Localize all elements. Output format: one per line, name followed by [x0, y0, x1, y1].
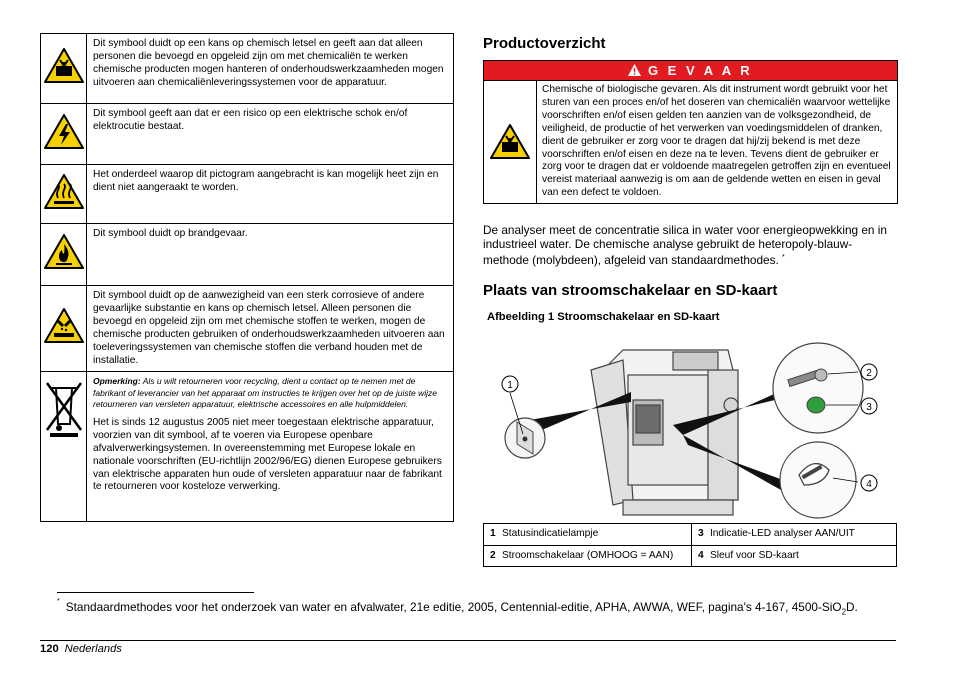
- symbol-description: Dit symbool duidt op de aanwezigheid van een sterk corrosieve of andere gevaarlijke substantie en kans op chemisch letsel. Alleen personen die bevoegd en opgeleid zijn om met chemische stoffen te werken, mogen de chemische producten gebruiken of onderhoudswerkzaamheden uitvoeren aan toeleveringssystemen van chemische stoffen die verband houden met de installatie.: [87, 286, 454, 372]
- safety-symbols-table: [40, 33, 454, 522]
- symbol-row: [41, 372, 454, 522]
- callout-4: [861, 475, 877, 491]
- chemical-hazard-icon: [41, 34, 87, 104]
- weee-text: Het is sinds 12 augustus 2005 niet meer toegestaan elektrische apparatuur, voorzien van dit symbool, af te voeren via Europese openbare afvalverwerkingsystemen. In overeenstemming met Europese lokale en nationale voorschriften (EU-richtlijn 2002/96/EG) dienen Europese gebruikers van elektrische apparaten hun oude of versleten apparatuur naar de fabrikant te retourneren voor kosteloze verwerking.: [93, 416, 442, 493]
- danger-row: [484, 81, 897, 203]
- svg-text:4: 4: [866, 479, 872, 490]
- chemical-hazard-icon: [484, 81, 537, 203]
- symbol-row: [41, 224, 454, 286]
- page-footer: [40, 643, 122, 655]
- symbol-description: Dit symbool geeft aan dat er een risico op een elektrische schok en/of elektrocutie bestaat.: [87, 104, 454, 165]
- page-number: 120: [40, 643, 59, 655]
- danger-header: [484, 61, 897, 81]
- section-title-productoverzicht: Productoverzicht: [483, 35, 606, 52]
- symbol-row: [41, 104, 454, 165]
- symbol-row: [41, 165, 454, 224]
- figure-caption: Afbeelding 1 Stroomschakelaar en SD-kaart: [487, 311, 720, 323]
- symbol-row: [41, 34, 454, 104]
- intro-paragraph: De analyser meet de concentratie silica in water voor energieopwekking en in industrieel water. De chemische analyse gebruikt de heteropoly-blauw-methode (molybdeen), afgeleid van standaardmethodes. *: [483, 223, 887, 267]
- symbol-description: Het onderdeel waarop dit pictogram aangebracht is kan mogelijk heet zijn en dient niet aangeraakt te worden.: [87, 165, 454, 224]
- svg-text:2: 2: [866, 368, 872, 379]
- legend-text: Indicatie-LED analyser AAN/UIT: [704, 524, 897, 546]
- legend-row: [484, 524, 897, 546]
- recycling-note: Opmerking: Als u wilt retourneren voor recycling, dient u contact op te nemen met de fabrikant of leverancier van het apparaat om instructies te krijgen over het op de juiste wijze retourneren van versleten apparatuur, elektrische accessoires en alle hulpmiddelen.: [93, 376, 437, 410]
- warning-icon: [628, 64, 641, 76]
- figure-legend-table: [483, 523, 897, 567]
- legend-row: [484, 545, 897, 567]
- analyser-illustration: [483, 330, 897, 520]
- analyser-body: [591, 350, 738, 515]
- footnote-divider: [57, 592, 254, 593]
- legend-number: 2: [484, 545, 496, 567]
- svg-text:1: 1: [507, 380, 513, 391]
- danger-box: [483, 60, 898, 204]
- symbol-description: Dit symbool duidt op brandgevaar.: [87, 224, 454, 286]
- weee-bin-icon: [41, 372, 87, 522]
- callout-3: [861, 398, 877, 414]
- legend-text: Sleuf voor SD-kaart: [704, 545, 897, 567]
- symbol-description: Dit symbool duidt op een kans op chemisch letsel en geeft aan dat alleen personen die bevoegd en opgeleid zijn om met chemicaliën te werken chemische producten mogen hanteren of onderhoudswerkzaamheden mogen uitvoeren aan chemicaliënleveringssystemen voor de apparatuur.: [87, 34, 454, 104]
- footnote: * Standaardmethodes voor het onderzoek van water en afvalwater, 21e editie, 2005, Centennial-editie, APHA, AWWA, WEF, pagina's 4-167, 4500-SiO$_2$D.: [57, 598, 858, 617]
- footnote-ref: *: [782, 254, 785, 261]
- svg-text:3: 3: [866, 402, 872, 413]
- symbol-row: [41, 286, 454, 372]
- danger-text: Chemische of biologische gevaren. Als dit instrument wordt gebruikt voor het sturen van een proces en/of het doseren van chemicaliën waarvoor wettelijke voorschriften en/of eisen gelden ten aanzien van de volksgezondheid, de veiligheid, de productie of het verwerken van voedingsmiddelen of dranken, dient de gebruiker er zorg voor te dragen dat hij/zij bekend is met deze voorschriften en/of eisen en deze na te leven. Tevens dient de gebruiker er zorg voor te dragen dat er voldoende maatregelen getroffen zijn en eventueel vereist materiaal aanwezig is om aan de geldende wetten en eisen in geval van een defect te voldoen.: [542, 84, 891, 199]
- symbol-description: [87, 372, 454, 522]
- callout-2: [861, 364, 877, 380]
- danger-label: G E V A A R: [647, 63, 753, 78]
- legend-number: 4: [691, 545, 703, 567]
- hot-surface-icon: [41, 165, 87, 224]
- legend-number: 1: [484, 524, 496, 546]
- legend-text: Stroomschakelaar (OMHOOG = AAN): [496, 545, 692, 567]
- callout-1: [502, 376, 518, 392]
- language-label: Nederlands: [64, 643, 122, 655]
- electric-shock-icon: [41, 104, 87, 165]
- fire-hazard-icon: [41, 224, 87, 286]
- legend-text: Statusindicatielampje: [496, 524, 692, 546]
- section-title-stroomschakelaar: Plaats van stroomschakelaar en SD-kaart: [483, 282, 778, 299]
- footer-divider: [40, 640, 896, 641]
- corrosive-icon: [41, 286, 87, 372]
- legend-number: 3: [691, 524, 703, 546]
